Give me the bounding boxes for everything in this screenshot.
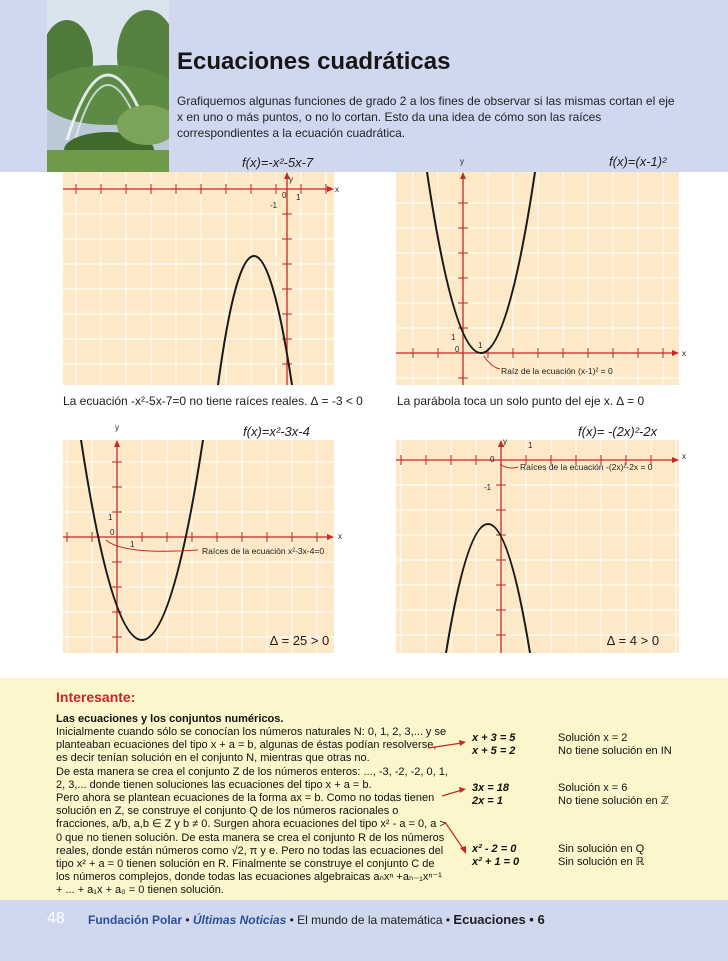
footer-text — [88, 912, 545, 927]
graph-1-caption: La ecuación -x²-5x-7=0 no tiene raíces reales. ∆ = -3 < 0 — [63, 394, 363, 408]
row-3-sol-2: Sin solución en ℝ — [558, 856, 645, 868]
footer-paper: Últimas Noticias — [192, 913, 287, 927]
graph-4-note: Raíces de la ecuación -(2x)²-2x = 0 — [520, 462, 653, 472]
graph-2-one-y: 1 — [451, 333, 456, 342]
graph-2-origin: 0 — [455, 345, 460, 354]
graph-1-panel — [63, 172, 334, 385]
row-1-eq-2: x + 5 = 2 — [472, 745, 516, 757]
page-number: 48 — [47, 910, 65, 927]
graph-2-function: f(x)=(x-1)² — [609, 154, 667, 169]
row-1-sol-2: No tiene solución en IN — [558, 745, 672, 757]
interesante-p1: Inicialmente cuando sólo se conocían los números naturales N: 0, 1, 2, 3,... y se planteaban ecuaciones del tipo x + a = b, algunas de éstas podían resolverse, es decir tenían solución en el conjunto N, mientras que otras no. — [56, 726, 447, 765]
graph-3-function: f(x)=x²-3x-4 — [243, 424, 310, 439]
graph-4-one: 1 — [528, 441, 533, 450]
graph-3-one-x: 1 — [130, 540, 135, 549]
footer-sep-3: • — [442, 913, 454, 927]
interesante-subtitle: Las ecuaciones y los conjuntos numéricos. — [56, 713, 284, 725]
graph-2-note: Raíz de la ecuación (x-1)² = 0 — [501, 366, 613, 376]
footer-band — [0, 900, 728, 961]
equation-row-2 — [472, 782, 702, 808]
graph-2-x-label: x — [682, 349, 686, 358]
interesante-title: Interesante: — [56, 689, 136, 705]
graph-3-one-y: 1 — [108, 513, 113, 522]
parabola-4 — [446, 524, 530, 653]
row-3-eq-2: x² + 1 = 0 — [472, 856, 520, 868]
graph-3-y-label: y — [115, 423, 119, 432]
equation-row-3 — [472, 843, 702, 869]
graph-3-origin: 0 — [110, 528, 115, 537]
graph-4-y-label: y — [503, 437, 507, 446]
row-2-sol-1: Solución x = 6 — [558, 782, 628, 794]
graph-4-delta: ∆ = 4 > 0 — [607, 633, 660, 648]
graph-4-x-label: x — [682, 452, 686, 461]
parabola-1 — [218, 256, 292, 385]
graph-4-origin: 0 — [490, 455, 495, 464]
row-1-eq-1: x + 3 = 5 — [472, 732, 516, 744]
graph-2-one-x: 1 — [478, 341, 483, 350]
footer-topic: Ecuaciones • 6 — [453, 912, 545, 927]
graph-3-x-label: x — [338, 532, 342, 541]
interesante-text — [56, 726, 451, 898]
page-title: Ecuaciones cuadráticas — [177, 48, 451, 75]
connector-arrows — [400, 730, 480, 870]
fountain-photo — [47, 0, 169, 172]
graph-2-panel — [396, 172, 679, 385]
graph-3-note: Raíces de la ecuación x²-3x-4=0 — [202, 546, 325, 556]
footer-sep-1: • — [182, 913, 193, 927]
graph-2-y-label: y — [460, 157, 464, 166]
row-1-sol-1: Solución x = 2 — [558, 732, 628, 744]
graph-3-delta: ∆ = 25 > 0 — [270, 633, 330, 648]
graph-4-function: f(x)= -(2x)²-2x — [578, 424, 658, 439]
graph-1-plot — [63, 172, 334, 385]
graph-1-y-label: y — [289, 175, 293, 184]
graph-2-caption: La parábola toca un solo punto del eje x. ∆ = 0 — [397, 394, 645, 408]
graph-1-minus-one: -1 — [270, 201, 278, 210]
row-2-eq-1: 3x = 18 — [472, 782, 510, 794]
interesante-p3: Pero ahora se plantean ecuaciones de la forma ax = b. Como no todas tienen solución en Z, se construye el conjunto Q de los números racionales o fracciones, a/b, a,b ∈ Z y b ≠ 0. Surgen ahora ecuaciones del tipo x² - a = 0, a > 0 que no tienen solución. De esta manera se crea el conjunto R de los números reales, donde están números como √2, π y e. Pero no todas las ecuaciones del tipo x² + a = 0 tienen solución en R. Finalmente se construye el conjunto C de los números complejos, donde todas las ecuaciones algebraicas aₙxⁿ +aₙ₋₁xⁿ⁻¹ + ... + a₁x + a₀ = 0 tienen solución. — [56, 792, 446, 897]
graph-1-origin: 0 — [282, 191, 287, 200]
row-2-sol-2: No tiene solución en ℤ — [558, 795, 669, 807]
graph-1-x-label: x — [335, 185, 339, 194]
row-2-eq-2: 2x = 1 — [472, 795, 503, 807]
footer-sep-2: • — [286, 913, 298, 927]
intro-paragraph: Grafiquemos algunas funciones de grado 2 a los fines de observar si las mismas cortan el eje x en uno o más puntos, o no lo cortan. Esto da una idea de cómo son las raíces correspondientes a la ecuación cuadrática. — [177, 94, 675, 140]
graph-4-minus-one: -1 — [484, 483, 492, 492]
footer-brand: Fundación Polar — [88, 913, 183, 927]
graph-1-one: 1 — [296, 193, 301, 202]
footer-series: El mundo de la matemática — [297, 913, 443, 927]
graph-2-plot — [396, 172, 679, 385]
interesante-p2: De esta manera se crea el conjunto Z de los números enteros: ..., -3, -2, -2, 0, 1, 2, 3,... donde tienen soluciones las ecuaciones del tipo x + a = b. — [56, 765, 448, 791]
equation-table — [472, 732, 702, 869]
row-3-eq-1: x² - 2 = 0 — [472, 843, 517, 855]
parabola-2 — [427, 172, 535, 353]
graph-1-function: f(x)=-x²-5x-7 — [242, 155, 314, 170]
row-3-sol-1: Sin solución en Q — [558, 843, 645, 855]
equation-row-1 — [472, 732, 702, 758]
